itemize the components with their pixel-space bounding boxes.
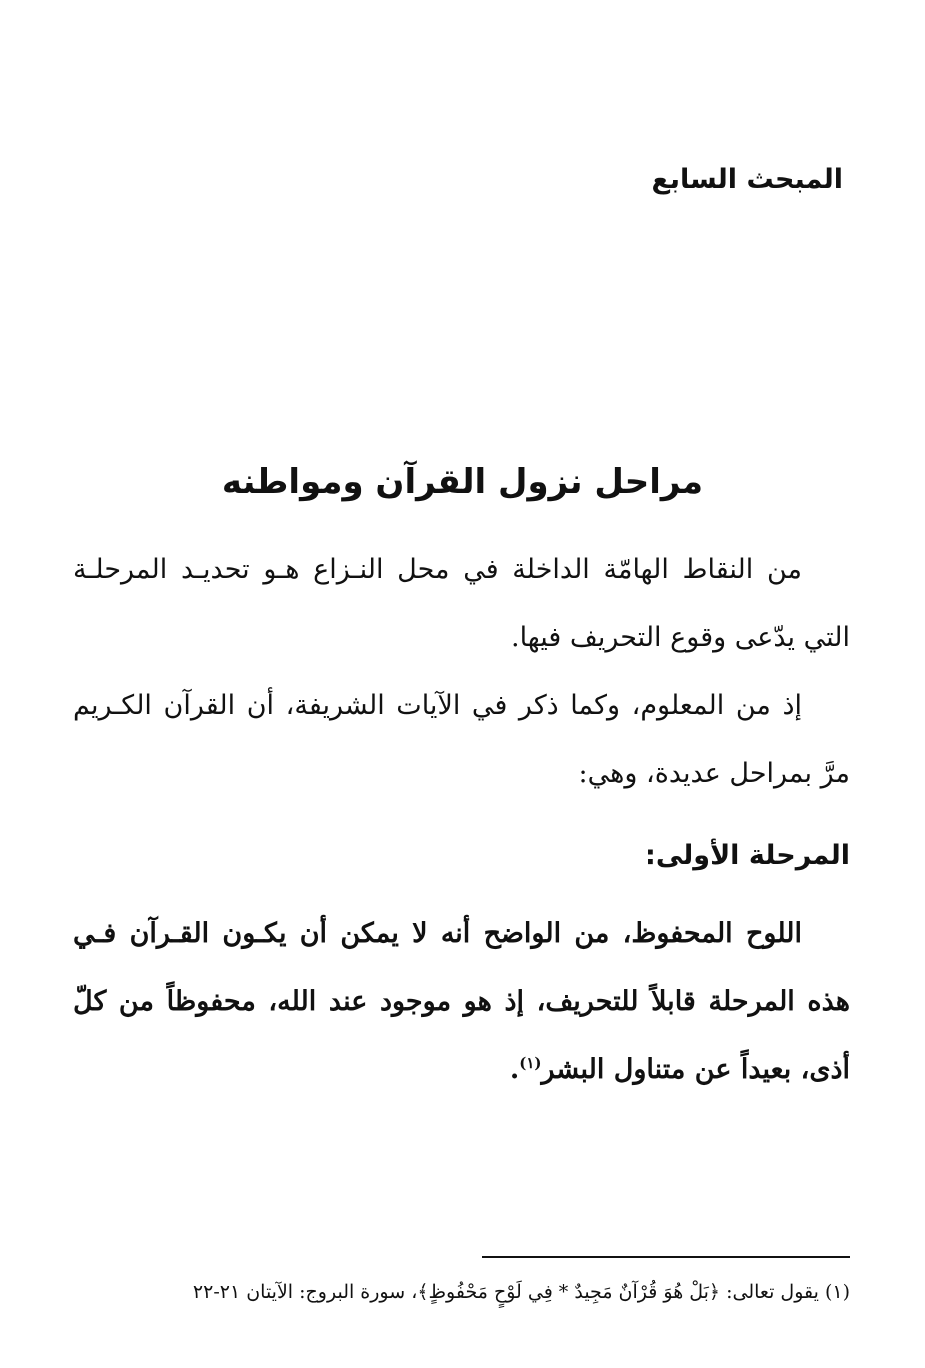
footnote-reference: (١) [519,1054,542,1072]
paragraph-intro-text: من النقاط الهامّة الداخلة في محل النـزاع هـو تحديـد المرحلـة التي يدّعى وقوع التحريف فيها. [73,554,850,653]
footnote-number: (١) [824,1281,850,1303]
paragraph-intro [73,536,850,672]
paragraph-stages-text: إذ من المعلوم، وكما ذكر في الآيات الشريفة، أن القرآن الكـريم مرَّ بمراحل عديدة، وهي: [73,690,850,789]
paragraph-stage-one [73,900,850,1104]
stage-one-heading: المرحلة الأولى: [645,840,850,871]
chapter-title: مراحل نزول القرآن ومواطنه [221,462,704,502]
paragraph-stage-one-text: اللوح المحفوظ، من الواضح أنه لا يمكن أن يكـون القـرآن فـي هذه المرحلة قابلاً للتحريف، إذ هو موجود عند الله، محفوظاً من كلّ أذى، بعيداً عن متناول البشر [73,918,850,1085]
footnote [70,1276,850,1308]
section-label: المبحث السابع [651,164,843,195]
footnote-text: يقول تعالى: ﴿بَلْ هُوَ قُرْآنٌ مَجِيدٌ * فِي لَوْحٍ مَحْفُوظٍ﴾، سورة البروج: الآيتان ٢١-٢٢ [192,1281,819,1303]
paragraph-stages [73,672,850,808]
paragraph-stage-one-end: . [509,1054,520,1085]
footnote-separator [482,1256,850,1258]
